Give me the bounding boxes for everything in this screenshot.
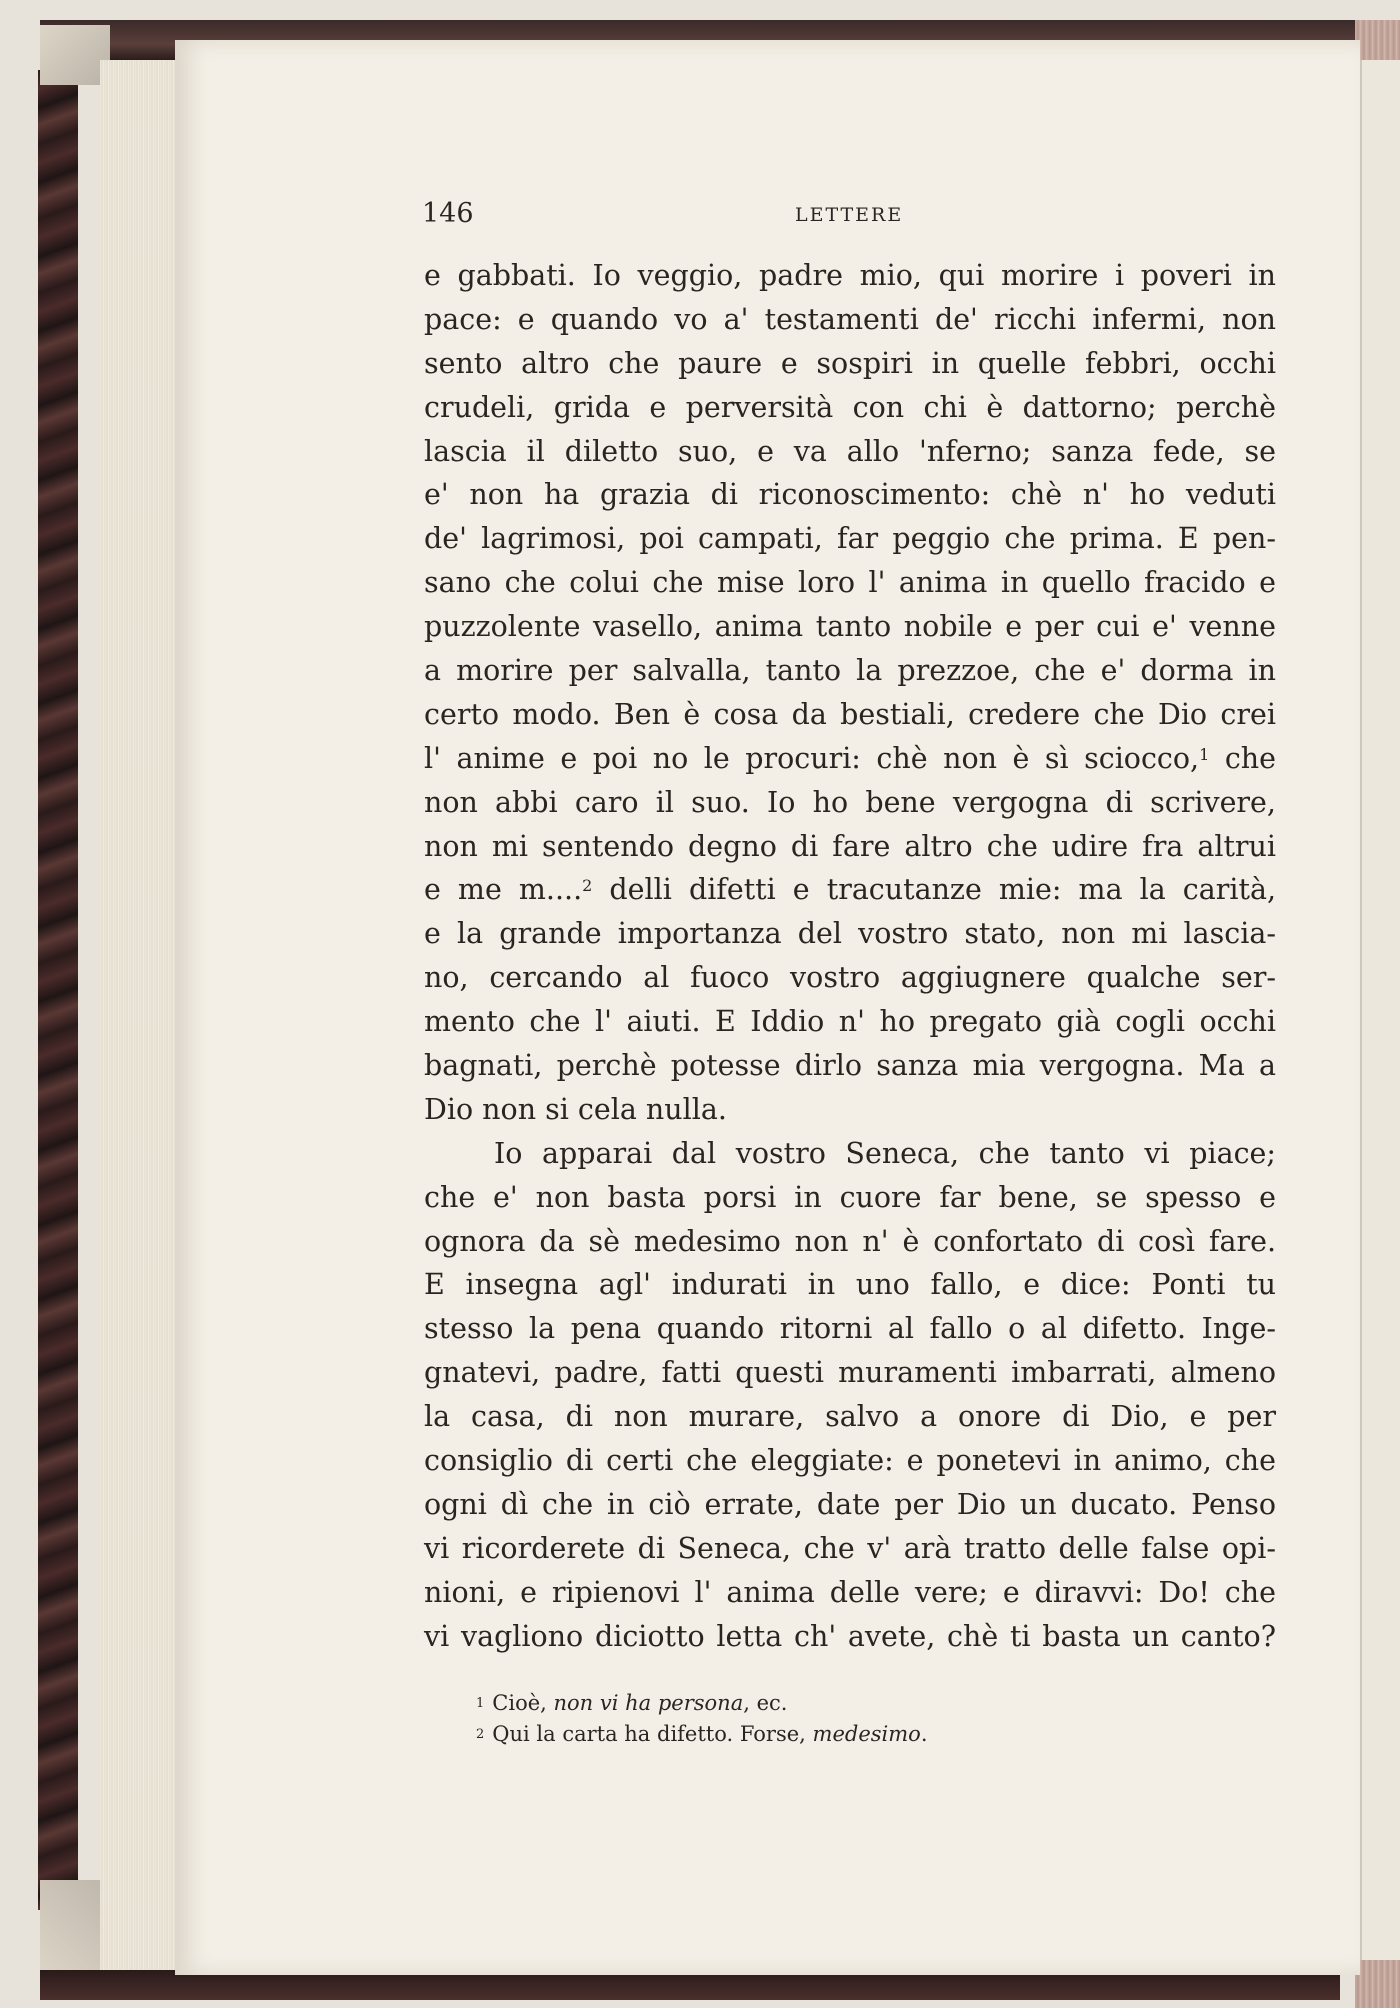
footnote-reference[interactable]: 1 [1199, 744, 1210, 764]
text-line: non abbi caro il suo. Io ho bene vergogna di scrivere, [424, 785, 1276, 819]
text-line: che e' non basta porsi in cuore far bene, se spesso e [424, 1180, 1276, 1214]
text-line: pace: e quando vo a' testamenti de' ricchi infermi, non [424, 302, 1276, 336]
text-line: crudeli, grida e perversità con chi è dattorno; perchè [424, 390, 1276, 424]
text-line: nioni, e ripienovi l' anima delle vere; e diravvi: Do! che [424, 1575, 1276, 1609]
footnote-italic: non vi ha persona [553, 1691, 744, 1715]
text-line: Dio non si cela nulla. [424, 1092, 727, 1126]
footnote-1 [476, 1688, 1196, 1719]
text-line: Io apparai dal vostro Seneca, che tanto vi piace; [494, 1136, 1276, 1170]
text-line: bagnati, perchè potesse dirlo sanza mia vergogna. Ma a [424, 1049, 1276, 1083]
footnote-mark: 2 [476, 1727, 485, 1742]
text-line: la casa, di non murare, salvo a onore di Dio, e per [424, 1400, 1276, 1434]
text-line: sento altro che paure e sospiri in quelle febbri, occhi [424, 346, 1276, 380]
page-number: 146 [422, 198, 474, 229]
footnote-text: Cioè, [492, 1691, 547, 1715]
text-line: de' lagrimosi, poi campati, far peggio che prima. E pen- [424, 522, 1276, 556]
text-line: gnatevi, padre, fatti questi muramenti imbarrati, almeno [424, 1356, 1276, 1390]
body-text [424, 254, 1276, 1659]
text-line: ogni dì che in ciò errate, date per Dio un ducato. Penso [424, 1487, 1276, 1521]
footnote-italic: medesimo [812, 1722, 921, 1746]
text-line: e' non ha grazia di riconoscimento: chè n' ho veduti [424, 478, 1276, 512]
book-cover-spine-left [38, 70, 78, 1910]
text-line: e gabbati. Io veggio, padre mio, qui morire i poveri in [424, 259, 1276, 292]
text-line: non mi sentendo degno di fare altro che udire fra altrui [424, 829, 1276, 863]
text-line: certo modo. Ben è cosa da bestiali, credere che Dio crei [424, 697, 1276, 731]
text-line: ognora da sè medesimo non n' è confortato di così fare. [424, 1224, 1276, 1258]
running-title: LETTERE [795, 204, 904, 226]
footnote-text: Qui la carta ha difetto. Forse, [492, 1722, 806, 1746]
footnotes [476, 1688, 1196, 1750]
text-line: puzzolente vasello, anima tanto nobile e per cui e' venne [424, 610, 1276, 644]
footnote-mark: 1 [476, 1696, 485, 1711]
footnote-text: . [920, 1722, 928, 1746]
text-segment: l' anime e poi no le procuri: chè non è sì sciocco, [424, 741, 1200, 775]
text-line: E insegna agl' indurati in uno fallo, e dice: Ponti tu [424, 1268, 1276, 1302]
text-line: sano che colui che mise loro l' anima in quello fracido e [424, 566, 1276, 600]
text-line: lascia il diletto suo, e va allo 'nferno; sanza fede, se [424, 434, 1276, 468]
footnote-2 [476, 1719, 1196, 1750]
text-line: a morire per salvalla, tanto la prezzoe, che e' dorma in [424, 654, 1276, 688]
facing-page-edge [1360, 60, 1400, 1960]
text-line: vi ricorderete di Seneca, che v' arà tratto delle false opi- [424, 1531, 1276, 1565]
text-segment: e me m.... [424, 873, 583, 907]
text-line: consiglio di certi che eleggiate: e ponetevi in animo, che [424, 1444, 1276, 1478]
text-line: vi vagliono diciotto letta ch' avete, chè ti basta un canto? [424, 1619, 1276, 1653]
text-segment: delli difetti e tracutanze mie: ma la carità, [609, 873, 1276, 907]
text-line-with-note [424, 868, 1276, 912]
text-line: mento che l' aiuti. E Iddio n' ho pregato già cogli occhi [424, 1005, 1276, 1039]
page-edges-stack [100, 60, 180, 1970]
text-segment: che [1224, 741, 1276, 775]
footnote-reference[interactable]: 2 [582, 876, 593, 896]
text-line-with-note [424, 737, 1276, 781]
text-line: no, cercando al fuoco vostro aggiugnere qualche ser- [424, 961, 1276, 995]
text-line: stesso la pena quando ritorni al fallo o al difetto. Inge- [424, 1312, 1276, 1346]
footnote-text: , ec. [743, 1691, 788, 1715]
text-line: e la grande importanza del vostro stato, non mi lascia- [424, 917, 1276, 951]
